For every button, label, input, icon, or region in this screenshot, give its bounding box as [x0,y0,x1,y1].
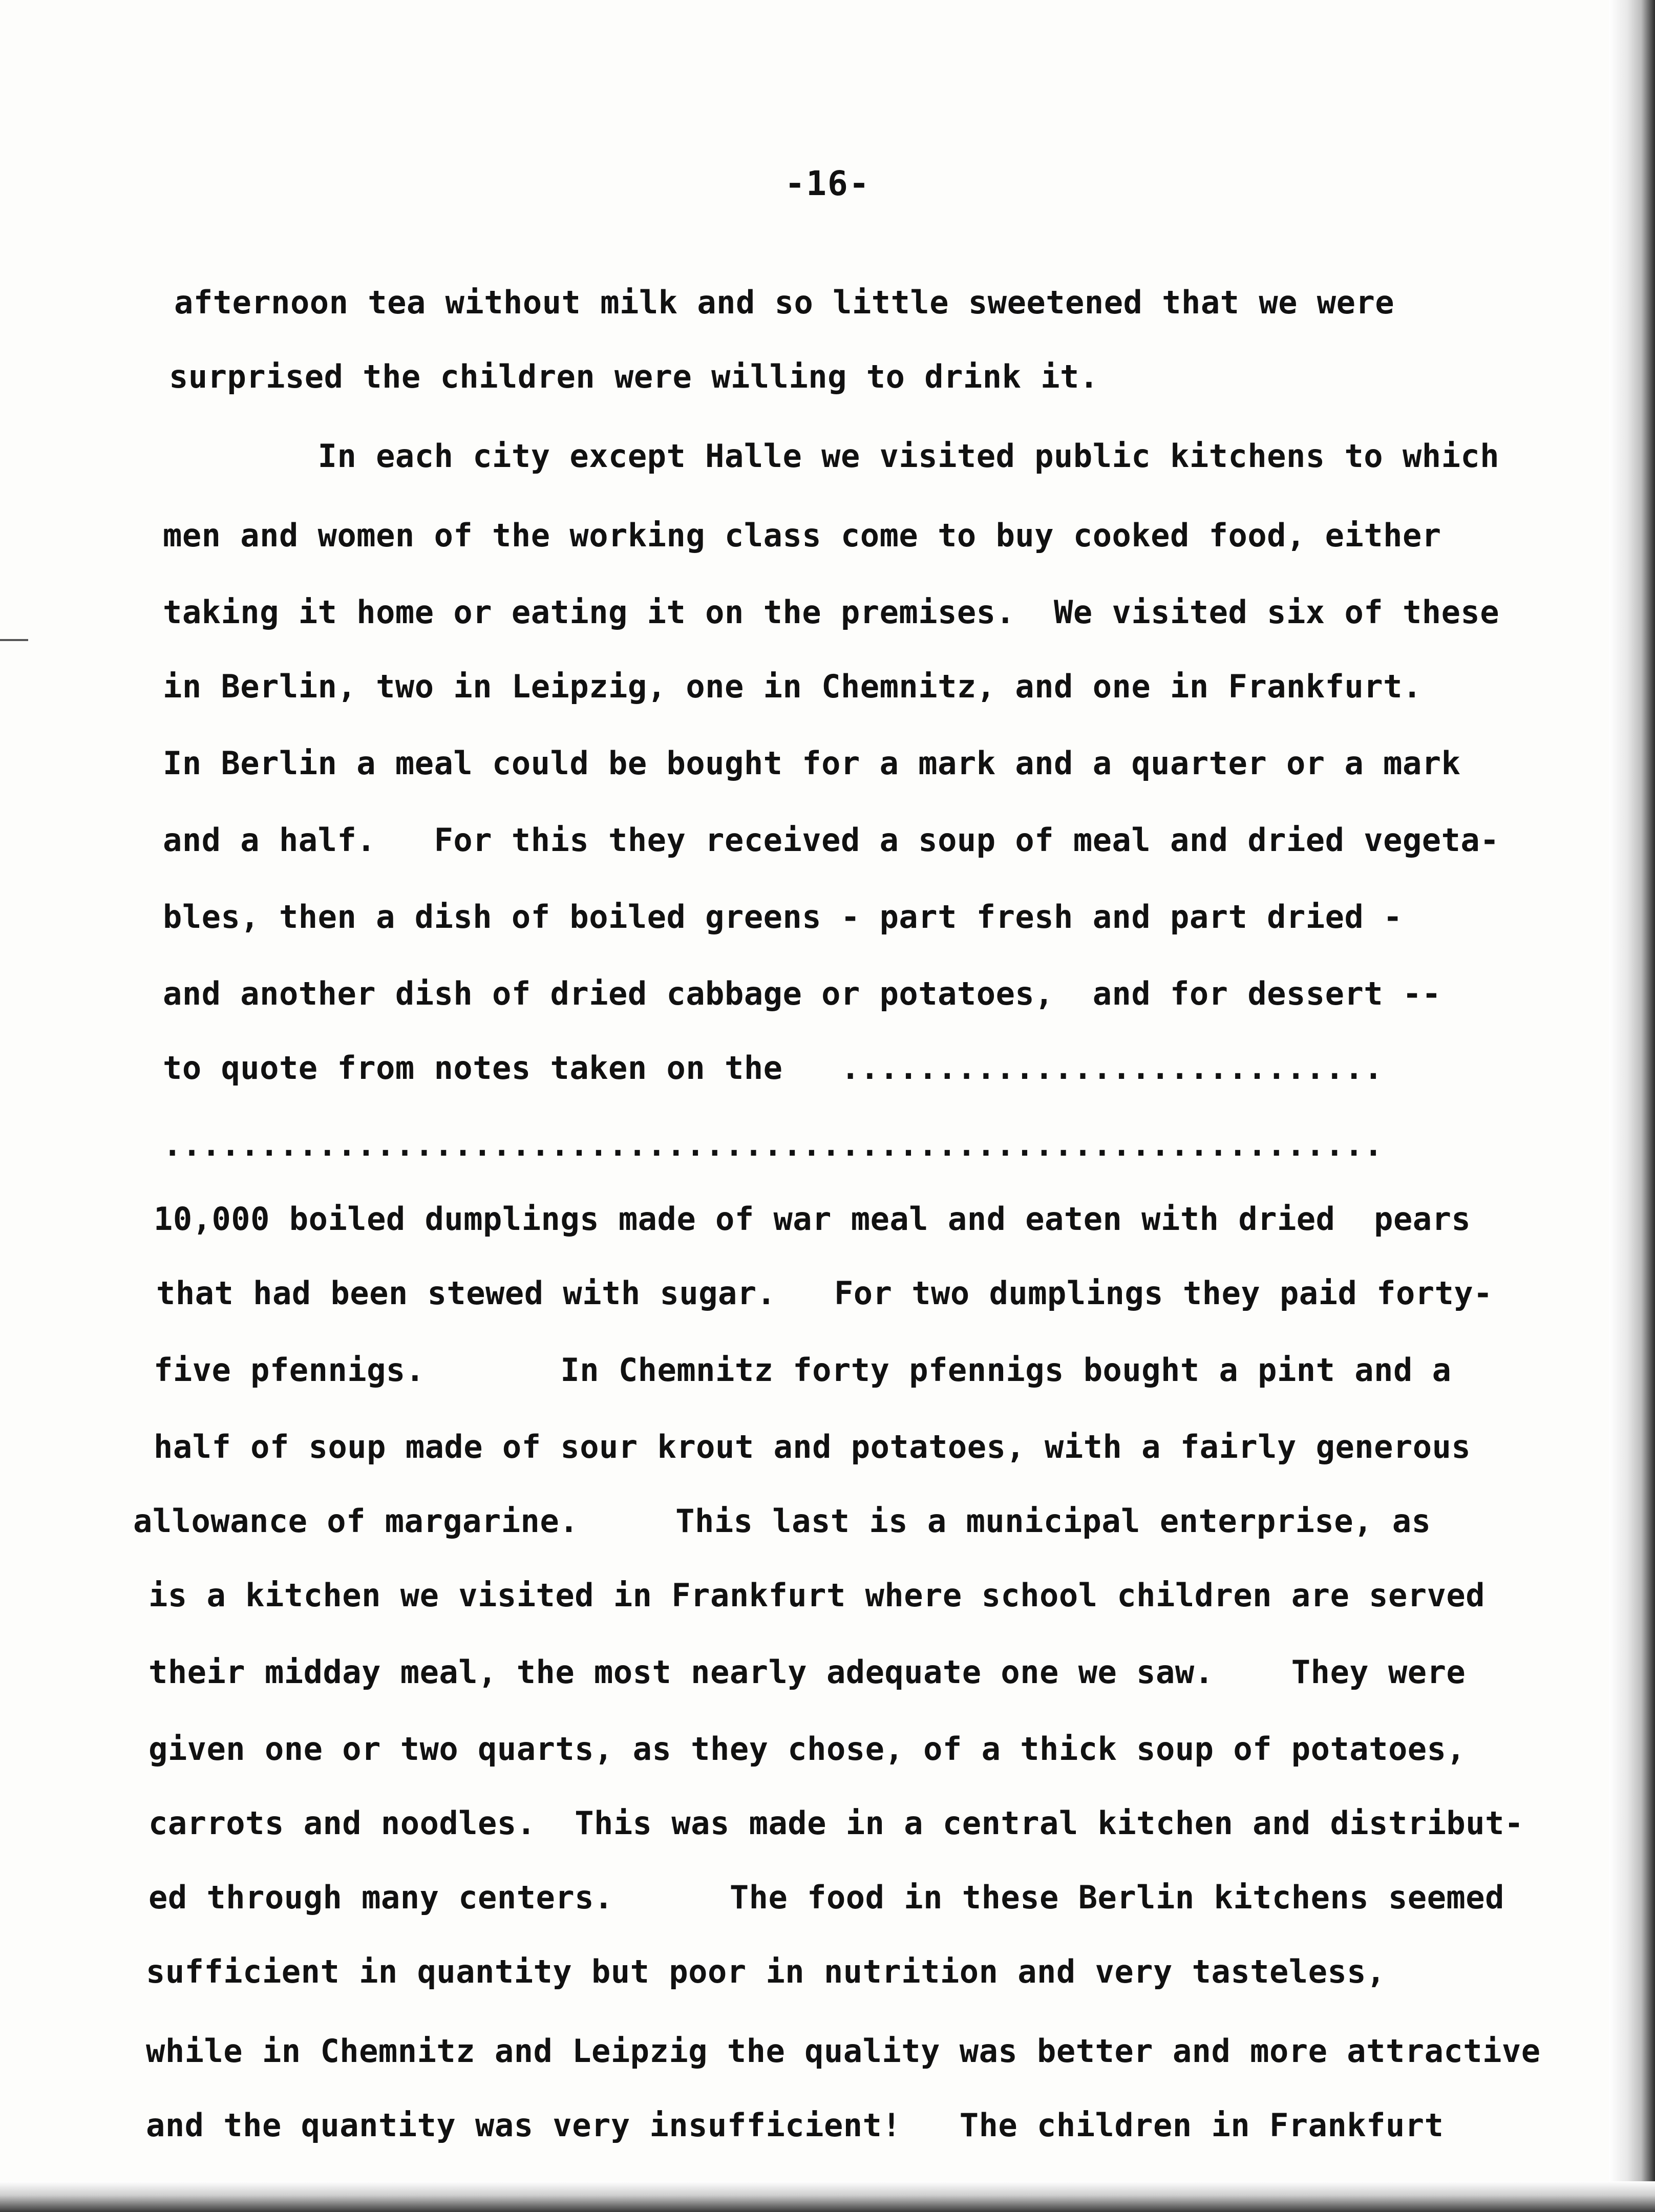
page-number: -16- [784,164,871,203]
text-line: and a half. For this they received a soup of meal and dried vegeta- [163,821,1500,859]
text-line: is a kitchen we visited in Frankfurt where school children are served [148,1577,1486,1614]
text-line: 10,000 boiled dumplings made of war meal and eaten with dried pears [154,1200,1471,1238]
text-line: in Berlin, two in Leipzig, one in Chemnitz, and one in Frankfurt. [163,668,1422,705]
text-line: given one or two quarts, as they chose, of a thick soup of potatoes, [148,1730,1466,1768]
text-line: half of soup made of sour krout and potatoes, with a fairly generous [154,1428,1471,1465]
text-line: to quote from notes taken on the ............................ [163,1049,1384,1087]
text-line: and another dish of dried cabbage or potatoes, and for dessert -- [163,975,1441,1012]
text-line: In each city except Halle we visited public kitchens to which [163,437,1500,475]
text-line: In Berlin a meal could be bought for a mark and a quarter or a mark [163,745,1461,782]
text-line: men and women of the working class come to buy cooked food, either [163,517,1441,554]
text-line: afternoon tea without milk and so little sweetened that we were [174,284,1395,321]
text-line: taking it home or eating it on the premises. We visited six of these [163,593,1500,631]
text-line: while in Chemnitz and Leipzig the quality was better and more attractive [146,2032,1541,2070]
text-line: allowance of margarine. This last is a municipal enterprise, as [133,1502,1431,1540]
text-line: ed through many centers. The food in these Berlin kitchens seemed [148,1879,1504,1916]
text-line: sufficient in quantity but poor in nutrition and very tasteless, [146,1953,1386,1990]
text-line: five pfennigs. In Chemnitz forty pfennigs bought a pint and a [154,1351,1452,1389]
text-line: ............................................................... [163,1126,1384,1163]
text-line: carrots and noodles. This was made in a central kitchen and distribut- [148,1804,1524,1842]
page-edge-shadow-bottom [0,2181,1655,2212]
text-line: that had been stewed with sugar. For two dumplings they paid forty- [156,1274,1493,1312]
margin-mark [0,639,28,641]
page-edge-shadow-right [1609,0,1655,2212]
text-line: bles, then a dish of boiled greens - part fresh and part dried - [163,898,1403,935]
text-line: their midday meal, the most nearly adequate one we saw. They were [148,1653,1466,1691]
text-line: surprised the children were willing to drink it. [169,358,1099,395]
text-line: and the quantity was very insufficient! The children in Frankfurt [146,2107,1444,2144]
